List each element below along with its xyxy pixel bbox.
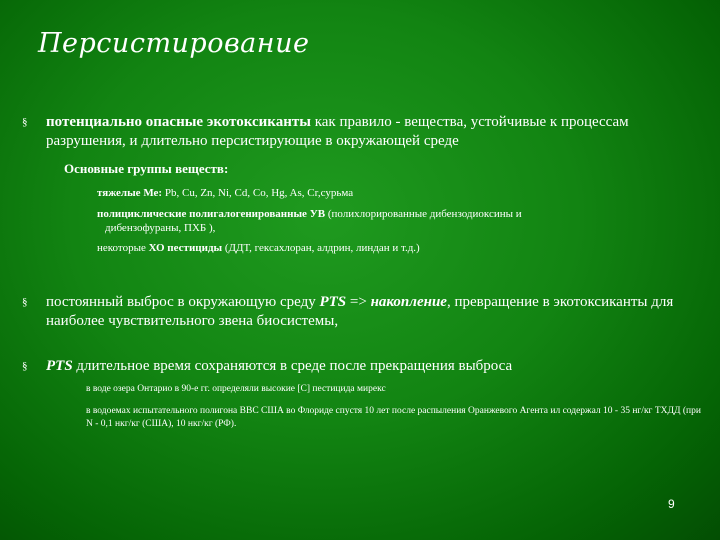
group-item-3-bold: ХО пестициды <box>148 242 223 254</box>
bullet-2-pre: постоянный выброс в окружающую среду <box>46 294 320 310</box>
group-item-1-text: Pb, Cu, Zn, Ni, Cd, Co, Hg, As, Cr,сурьма <box>162 187 354 199</box>
group-item-3 <box>97 241 657 255</box>
bullet-2-accum: накопление <box>370 294 447 310</box>
page-number: 9 <box>668 497 675 511</box>
group-item-1 <box>97 186 657 200</box>
group-item-3-text: (ДДТ, гексахлоран, алдрин, линдан и т.д.) <box>222 242 420 254</box>
bullet-2-post: , превращение в экотоксиканты для наиболее чувствительного звена биосистемы, <box>46 294 674 329</box>
bullet-3-post: длительное время сохраняются в среде после прекращения выброса <box>72 358 513 374</box>
bullet-2-pts: PTS <box>319 294 347 310</box>
bullet-3-pts: PTS <box>46 358 73 374</box>
bullet-3-text <box>46 357 676 376</box>
group-item-2-text: (полихлорированные дибензодиоксины и <box>325 208 522 220</box>
groups-header: Основные группы веществ: <box>64 161 229 176</box>
group-item-1-bold: тяжелые Ме: <box>97 187 163 199</box>
bullet-marker-icon: § <box>22 296 28 308</box>
bullet-1-rest: как правило - вещества, устойчивые к процессам разрушения, и длительно персистирующие в окружающей среде <box>46 114 629 149</box>
group-item-3-pre: некоторые <box>97 242 149 254</box>
bullet-2-text <box>46 293 676 331</box>
bullet-marker-icon: § <box>22 116 28 128</box>
group-item-2 <box>97 207 657 235</box>
group-item-2-bold: полициклические полигалогенированные УВ <box>97 208 326 220</box>
note-2: в водоемах испытательного полигона ВВС США во Флориде спустя 10 лет после распыления Оранжевого Агента ил содержал 10 - 35 нг/кг ТХДД (при N - 0,1 нкг/кг (США), 10 нкг/кг (РФ). <box>86 406 701 429</box>
bullet-1-bold: потенциально опасные экотоксиканты <box>46 114 311 130</box>
bullet-1-text <box>46 113 676 151</box>
slide-title: Персистирование <box>38 28 310 59</box>
bullet-marker-icon: § <box>22 360 28 372</box>
group-item-2-cont: дибензофураны, ПХБ ), <box>105 222 216 234</box>
note-1: в воде озера Онтарио в 90-е гг. определяли высокие [С] пестицида мирекс <box>86 384 386 394</box>
bullet-2-arrow: => <box>346 294 371 310</box>
